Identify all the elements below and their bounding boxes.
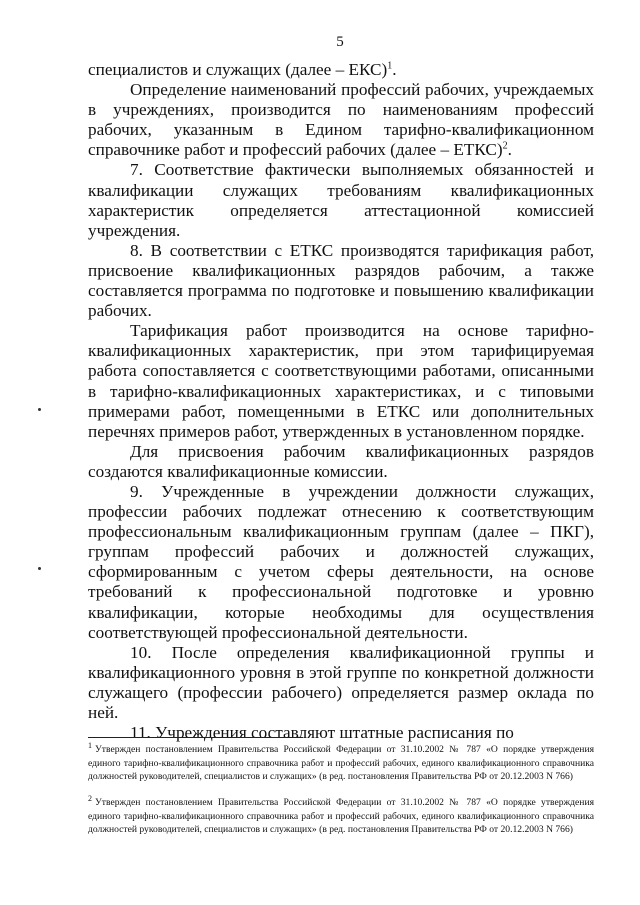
footnote-ref-1[interactable]: 1	[387, 60, 393, 72]
paragraph-10: 10. После определения квалификационной группы и квалификационного уровня в этой группе по конкретной должности служащего (профессии рабочего) определяется размер оклада по ней.	[88, 642, 594, 722]
scan-speck	[38, 567, 41, 570]
footnote-1	[88, 740, 594, 784]
footnote-number: 2	[88, 793, 92, 803]
page-number: 5	[336, 34, 344, 50]
scan-speck	[38, 408, 41, 411]
paragraph-9: 9. Учрежденные в учреждении должности служащих, профессии рабочих подлежат отнесению к соответствующим профессиональным квалификационным группам (далее – ПКГ), группам профессий рабочих и должностей служащих, сформированным с учетом сферы деятельности, на основе требований к профессиональной подготовке и уровню квалификации, которые необходимы для осуществления соответствующей профессиональной деятельности.	[88, 481, 594, 642]
paragraph-ekc-continuation: специалистов и служащих (далее – ЕКС)$^1$.	[88, 60, 397, 79]
paragraph-7: 7. Соответствие фактически выполняемых обязанностей и квалификации служащих требованиям квалификационных характеристик определяется аттестационной комиссией учреждения.	[88, 160, 594, 240]
footnote-text: Утвержден постановлением Правительства Российской Федерации от 31.10.2002 № 787 «О порядке утверждения единого тарифно-квалификационного справочника работ и профессий рабочих, единого квалификационного справочника должностей руководителей, специалистов и служащих» (в ред. постановления Правительства РФ от 20.12.2003 N 766)	[88, 797, 594, 836]
body-text	[88, 60, 594, 743]
paragraph-tarification: Тарификация работ производится на основе тарифно-квалификационных характеристик, при этом тарифицируемая работа сопоставляется с соответствующими работами, описанными в тарифно-квалификационных характеристиках, и с типовыми примерами работ, помещенными в ЕТКС или дополнительных перечнях примеров работ, утвержденных в установленном порядке.	[88, 321, 594, 441]
footnote-divider	[88, 737, 303, 738]
footnote-ref-2[interactable]: 2	[502, 140, 508, 152]
footnote-text: Утвержден постановлением Правительства Российской Федерации от 31.10.2002 № 787 «О порядке утверждения единого тарифно-квалификационного справочника работ и профессий рабочих, единого квалификационного справочника должностей руководителей, специалистов и служащих» (в ред. постановления Правительства РФ от 20.12.2003 N 766)	[88, 744, 594, 783]
paragraph-11: 11. Учреждения составляют штатные расписания по	[130, 723, 514, 743]
footnote-number: 1	[88, 740, 92, 750]
footnote-2	[88, 793, 594, 837]
paragraph-profession-names: Определение наименований профессий рабочих, учреждаемых в учреждениях, производится по наименованиям профессий рабочих, указанным в Едином тарифно-квалификационном справочнике работ и профессий рабочих (далее – ЕТКС)$^2$.	[88, 80, 594, 160]
paragraph-8: 8. В соответствии с ЕТКС производятся тарификация работ, присвоение квалификационных разрядов рабочим, а также составляется программа по подготовке и повышению квалификации рабочих.	[88, 240, 594, 321]
paragraph-qualification-commissions: Для присвоения рабочим квалификационных разрядов создаются квалификационные комиссии.	[88, 441, 594, 481]
